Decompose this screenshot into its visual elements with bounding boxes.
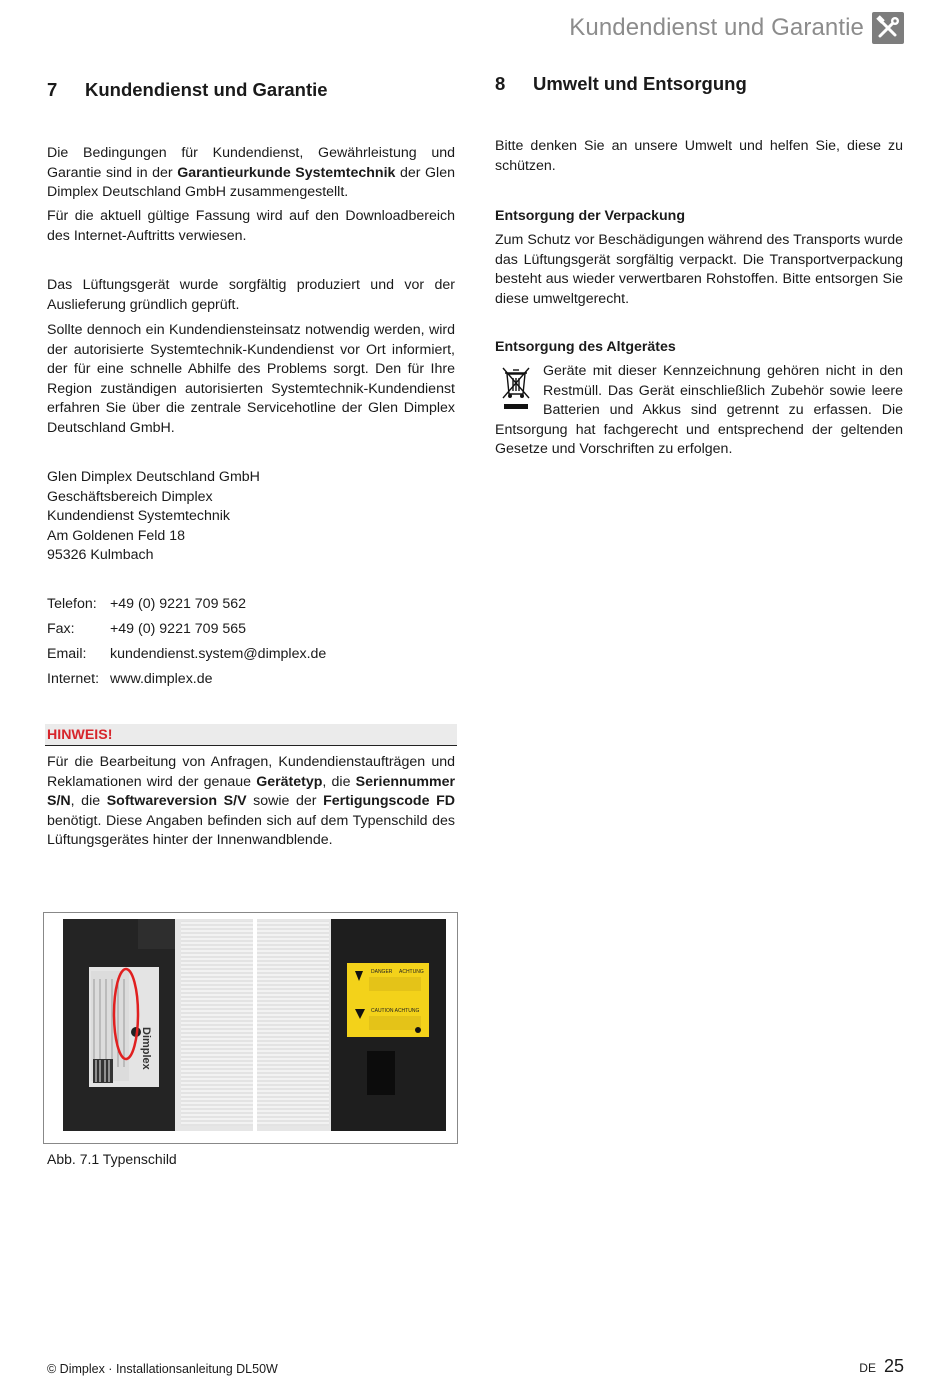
warning-text: CAUTION ACHTUNG — [371, 1008, 420, 1014]
footer-language: DE — [859, 1361, 876, 1375]
contact-row-internet — [47, 667, 455, 692]
contact-label: Email: — [47, 646, 87, 662]
address-line: Am Goldenen Feld 18 — [47, 527, 186, 544]
contact-list — [47, 592, 455, 692]
footer-page-info — [859, 1356, 904, 1377]
address-line: Glen Dimplex Deutschland GmbH — [47, 469, 260, 485]
contact-label: Telefon: — [47, 596, 97, 612]
contact-value: +49 (0) 9221 709 562 — [110, 596, 247, 612]
download-paragraph: Für die aktuell gültige Fassung wird auf den Downloadbereich des Internet-Auftritts verwiesen. — [47, 208, 455, 244]
figure-frame — [43, 912, 458, 1144]
address-line: Kundendienst Systemtechnik — [47, 508, 230, 525]
tools-icon — [872, 12, 904, 44]
section-8-heading — [495, 73, 747, 95]
bold-span: Gerätetyp — [256, 773, 323, 790]
text-span: benötigt. Diese Angaben befinden sich auf dem Typenschild des Lüftungsgerätes hinter der Innenwandblende. — [47, 812, 455, 849]
contact-row-phone — [47, 592, 455, 617]
contact-row-fax — [47, 617, 455, 642]
bold-span: Seriennummer S/N — [47, 773, 455, 810]
contact-value: www.dimplex.de — [110, 671, 213, 687]
text-span: , die — [70, 793, 107, 810]
service-paragraph: Sollte dennoch ein Kundendiensteinsatz notwendig werden, wird der autorisierte Systemtechnik-Kundendienst vor Ort informiert, der für eine schnelle Abhilfe des Problems sorgt. Den für Ihre Region zuständigen autorisierten Systemtechnik-Kundendienst erfahren Sie über die zentrale Servicehotline der Glen Dimplex Deutschland GmbH. — [47, 322, 455, 436]
address-line: Geschäftsbereich Dimplex — [47, 488, 213, 505]
running-header — [569, 12, 904, 44]
packaging-paragraph: Zum Schutz vor Beschädigungen während des Transports wurde das Lüftungsgerät sorgfältig verpackt. Die Transportverpackung besteht aus wieder verwertbaren Rohstoffen. Bitte entsorgen Sie diese umweltgerecht. — [495, 232, 903, 307]
production-paragraph: Das Lüftungsgerät wurde sorgfältig produziert und vor der Auslieferung gründlich geprüft. — [47, 277, 455, 313]
old-device-block — [495, 362, 903, 460]
bold-span: Softwareversion S/V — [106, 793, 247, 810]
bold-span: Garantieurkunde Systemtechnik — [177, 164, 396, 181]
section-number: 7 — [47, 79, 58, 100]
warning-sticker — [347, 963, 429, 1037]
contact-label: Internet: — [47, 671, 100, 687]
contact-label: Fax: — [47, 621, 75, 637]
section-title: Umwelt und Entsorgung — [533, 73, 747, 94]
text-span: der Glen Dimplex Deutschland GmbH zusammengestellt. — [47, 164, 455, 201]
warranty-paragraph — [47, 144, 455, 203]
section-number: 8 — [495, 73, 506, 94]
crossed-out-bin-icon — [495, 364, 539, 412]
running-header-title: Kundendienst und Garantie — [569, 14, 864, 41]
text-span: , die — [322, 773, 356, 790]
section-title: Kundendienst und Garantie — [85, 79, 328, 100]
page-number: 25 — [883, 1356, 904, 1376]
old-device-subheading: Entsorgung des Altgerätes — [495, 339, 676, 355]
company-address — [47, 468, 455, 566]
environment-intro: Bitte denken Sie an unsere Umwelt und helfen Sie, diese zu schützen. — [495, 138, 903, 174]
warning-text: DANGER — [371, 969, 393, 975]
type-plate-label — [89, 967, 159, 1087]
label-brand: Dimplex — [140, 1027, 152, 1070]
section-7-heading — [47, 79, 328, 101]
address-line: 95326 Kulmbach — [47, 547, 154, 564]
hint-title: HINWEIS! — [47, 727, 113, 743]
hint-paragraph — [47, 753, 455, 851]
bold-span: Fertigungscode FD — [323, 793, 455, 810]
footer-copyright: © Dimplex · Installationsanleitung DL50W — [47, 1362, 278, 1376]
text-span: Die Bedingungen für Kundendienst, Gewährleistung und Garantie sind in der — [47, 145, 455, 181]
text-span: Für die Bearbeitung von Anfragen, Kundendienstaufträgen und Reklamationen wird der genaue — [47, 754, 455, 790]
packaging-subheading: Entsorgung der Verpackung — [495, 208, 685, 224]
contact-value: +49 (0) 9221 709 565 — [110, 621, 247, 637]
text-span: sowie der — [246, 793, 324, 810]
figure-caption: Abb. 7.1 Typenschild — [47, 1151, 177, 1167]
warning-text: ACHTUNG — [399, 969, 424, 975]
contact-row-email — [47, 642, 455, 667]
hint-bar — [45, 724, 457, 746]
contact-value: kundendienst.system@dimplex.de — [110, 646, 327, 662]
old-device-paragraph: Geräte mit dieser Kennzeichnung gehören nicht in den Restmüll. Das Gerät einschließlich Zubehör sowie leere Batterien und Akkus sind getrennt zu erfassen. Die Entsorgung hat fachgerecht und entsprechend der geltenden Gesetze und Vorschriften zu erfolgen. — [495, 363, 903, 458]
type-plate-photo — [63, 919, 446, 1131]
